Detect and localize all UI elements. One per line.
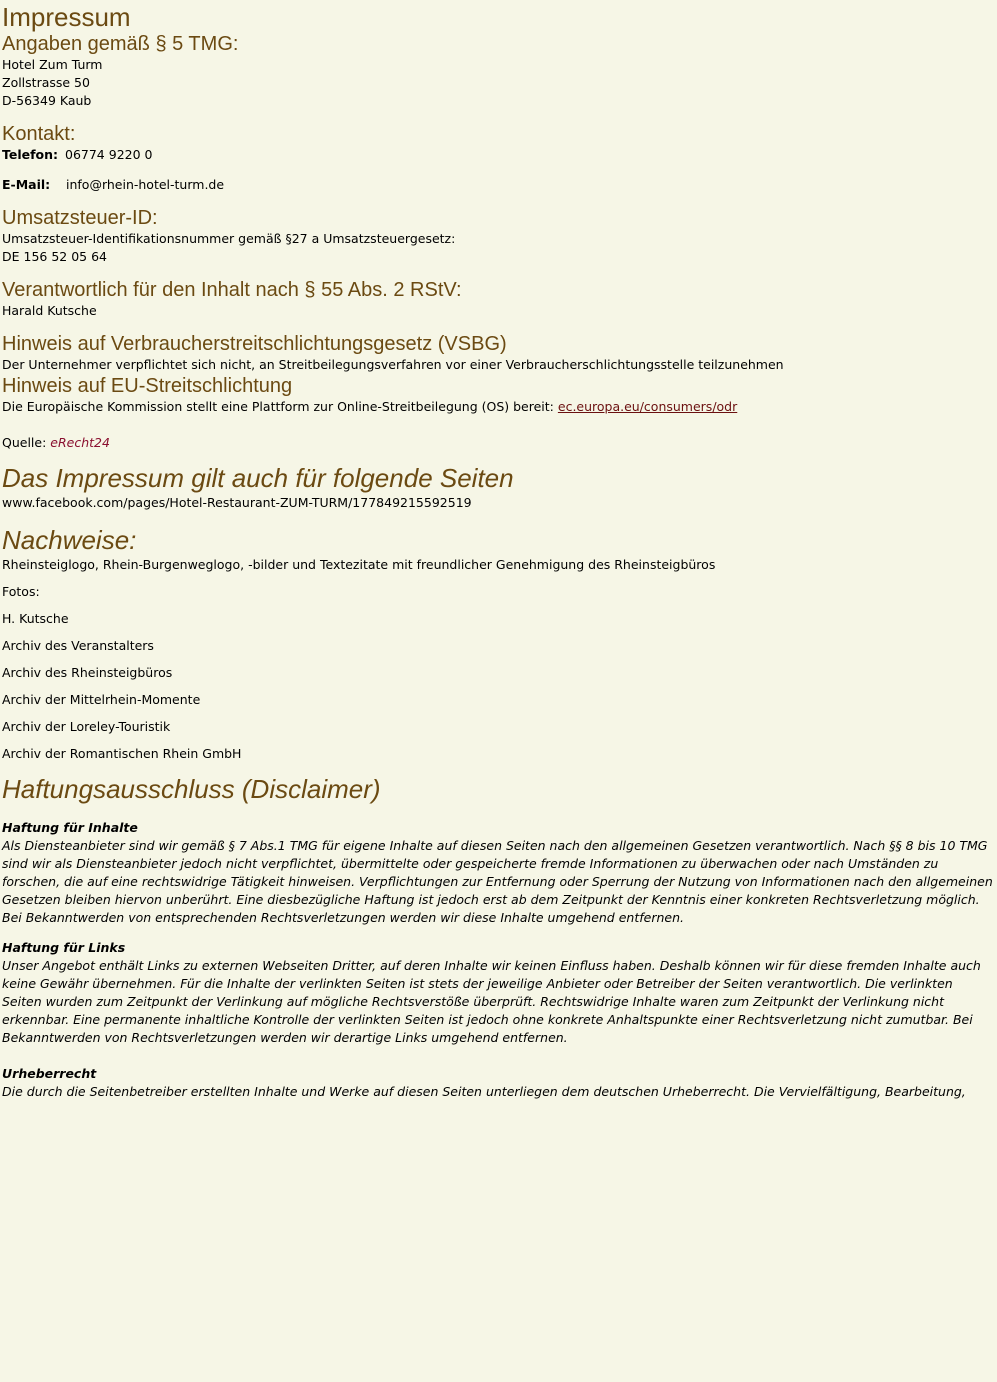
phone-value: 06774 9220 0 — [65, 147, 153, 162]
photos-label: Fotos: — [2, 584, 40, 599]
contact-heading: Kontakt: — [2, 123, 76, 145]
credits-heading: Nachweise: — [2, 525, 137, 555]
links-liability-text: Unser Angebot enthält Links zu externen Webseiten Dritter, auf deren Inhalte wir keinen Einfluss haben. Deshalb können wir für diese fremden Inhalte auch keine Gewähr übernehmen. Für die Inhalte der verlinkten Seiten ist stets der jeweilige Anbieter oder Betreiber der Seiten verantwortlich. Die verlinkten Seiten wurden zum Zeitpunkt der Verlinkung auf mögliche Rechtsverstöße überprüft. Rechtswidrige Inhalte waren zum Zeitpunkt der Verlinkung nicht erkennbar. Eine permanente inhaltliche Kontrolle der verlinkten Seiten ist jedoch ohne konkrete Anhaltspunkte einer Rechtsverletzung nicht zumutbar. Bei Bekanntwerden von Rechtsverletzungen werden wir derartige Links umgehend entfernen. — [2, 958, 981, 1045]
vat-number: DE 156 52 05 64 — [2, 249, 107, 264]
address-line: Hotel Zum Turm — [2, 57, 103, 72]
phone-label: Telefon: — [2, 147, 59, 162]
source-label: Quelle: — [2, 435, 51, 450]
photo-source: Archiv der Romantischen Rhein GmbH — [2, 746, 242, 761]
content-liability-text: Als Diensteanbieter sind wir gemäß § 7 Abs.1 TMG für eigene Inhalte auf diesen Seiten nach den allgemeinen Gesetzen verantwortlich. Nach §§ 8 bis 10 TMG sind wir als Diensteanbieter jedoch nicht verpflichtet, übermittelte oder gespeicherte fremde Informationen zu überwachen oder nach Umständen zu forschen, die auf eine rechtswidrige Tätigkeit hinweisen. Verpflichtungen zur Entfernung oder Sperrung der Nutzung von Informationen nach den allgemeinen Gesetzen bleiben hiervon unberührt. Eine diesbezügliche Haftung ist jedoch erst ab dem Zeitpunkt der Kenntnis einer konkreten Rechtsverletzung möglich. Bei Bekanntwerden von entsprechenden Rechtsverletzungen werden wir diese Inhalte umgehend entfernen. — [2, 838, 993, 925]
tmg-heading: Angaben gemäß § 5 TMG: — [2, 33, 239, 55]
vat-text: Umsatzsteuer-Identifikationsnummer gemäß §27 a Umsatzsteuergesetz: — [2, 231, 456, 246]
source-row — [2, 434, 995, 452]
responsible-name: Harald Kutsche — [2, 303, 97, 318]
photo-source: Archiv des Rheinsteigbüros — [2, 665, 173, 680]
content-liability-heading: Haftung für Inhalte — [2, 820, 138, 835]
credits-text: Rheinsteiglogo, Rhein-Burgenweglogo, -bilder und Textezitate mit freundlicher Genehmigung des Rheinsteigbüros — [2, 557, 716, 572]
responsible-heading: Verantwortlich für den Inhalt nach § 55 Abs. 2 RStV: — [2, 279, 462, 301]
vat-heading: Umsatzsteuer-ID: — [2, 207, 158, 229]
copyright-text: Die durch die Seitenbetreiber erstellten Inhalte und Werke auf diesen Seiten unterliegen dem deutschen Urheberrecht. Die Vervielfältigung, Bearbeitung, — [2, 1084, 966, 1099]
also-url: www.facebook.com/pages/Hotel-Restaurant-ZUM-TURM/177849215592519 — [2, 495, 472, 510]
impressum-content — [0, 2, 997, 1101]
email-value: info@rhein-hotel-turm.de — [66, 177, 225, 192]
disclaimer-heading: Haftungsausschluss (Disclaimer) — [2, 774, 381, 804]
photo-source: Archiv des Veranstalters — [2, 638, 154, 653]
address-line: Zollstrasse 50 — [2, 75, 90, 90]
eu-text-row — [2, 398, 995, 416]
address-block — [2, 56, 995, 110]
vsbg-heading: Hinweis auf Verbraucherstreitschlichtungsgesetz (VSBG) — [2, 333, 507, 355]
email-label: E-Mail: — [2, 177, 51, 192]
copyright-heading: Urheberrecht — [2, 1066, 97, 1081]
eu-heading: Hinweis auf EU-Streitschlichtung — [2, 375, 293, 397]
source-link[interactable]: eRecht24 — [50, 435, 110, 450]
address-line: D-56349 Kaub — [2, 93, 92, 108]
photo-source: Archiv der Mittelrhein-Momente — [2, 692, 201, 707]
also-heading: Das Impressum gilt auch für folgende Seiten — [2, 463, 514, 493]
phone-row — [2, 146, 995, 164]
eu-text: Die Europäische Kommission stellt eine Plattform zur Online-Streitbeilegung (OS) bereit: — [2, 399, 558, 414]
eu-odr-link[interactable]: ec.europa.eu/consumers/odr — [557, 399, 738, 414]
email-row — [2, 176, 995, 194]
vsbg-text: Der Unternehmer verpflichtet sich nicht, an Streitbeilegungsverfahren vor einer Verbraucherschlichtungsstelle teilzunehmen — [2, 357, 784, 372]
page-title: Impressum — [2, 2, 131, 32]
links-liability-heading: Haftung für Links — [2, 940, 126, 955]
photo-source: H. Kutsche — [2, 611, 69, 626]
photo-source: Archiv der Loreley-Touristik — [2, 719, 171, 734]
